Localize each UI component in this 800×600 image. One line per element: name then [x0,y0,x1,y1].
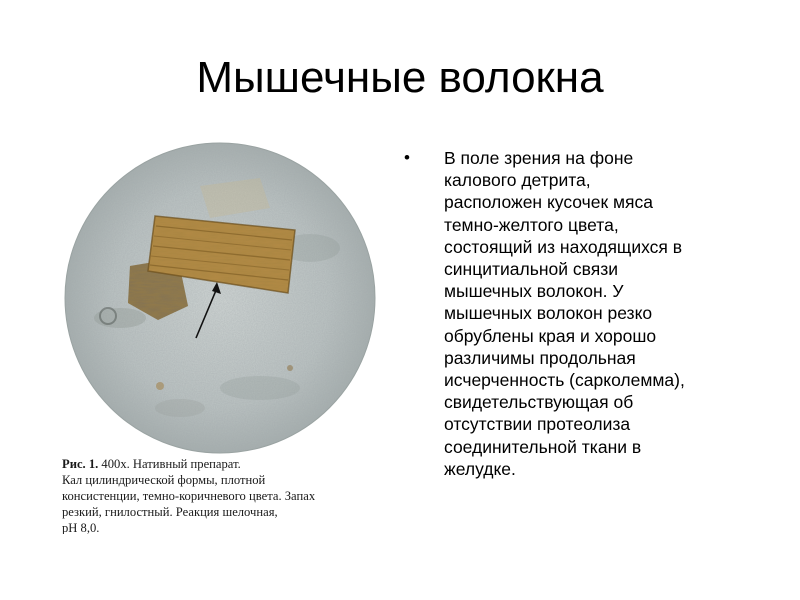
caption-line-1 [62,456,392,472]
bullet-text: В поле зрения на фоне калового детрита, расположен кусочек мяса темно-желтого цвета, состоящий из находящихся в синцитиальной связи мышечных волокон. У мышечных волокон резко обрублены края и хорошо различимы продольная исчерченность (сарколемма), свидетельствующая об отсутствии протеолиза соединительной ткани в желудке. [444,148,685,479]
caption-line-3: консистенции, темно-коричневого цвета. Запах [62,489,316,503]
bullet-item [404,147,784,480]
microscope-field-svg [60,138,380,458]
microscope-image [60,138,380,458]
bullet-marker-icon: • [404,148,410,167]
caption-line-1-text: 400х. Нативный препарат. [98,457,241,471]
slide-title: Мышечные волокна [196,53,604,102]
caption-line-5: pH 8,0. [62,521,100,534]
figure-caption [62,456,392,534]
caption-label: Рис. 1. [62,457,99,471]
caption-line-2: Кал цилиндрической формы, плотной [62,473,266,487]
caption-line-4: резкий, гнилостный. Реакция шелочная, [62,505,278,519]
